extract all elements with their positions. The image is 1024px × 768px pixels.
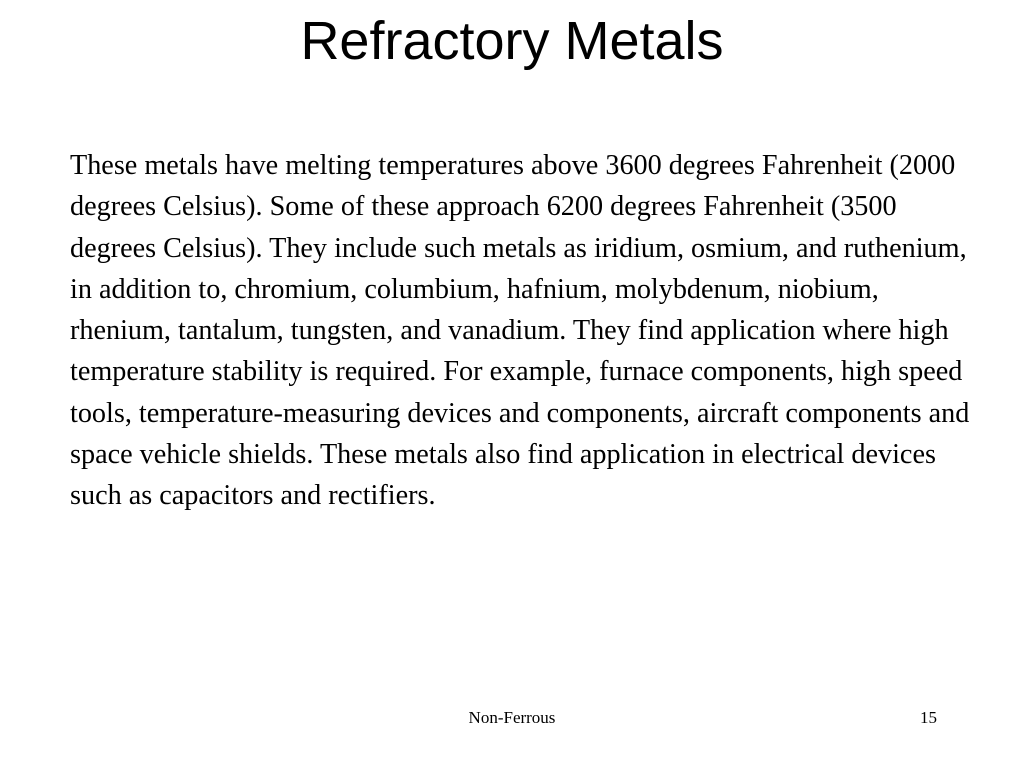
slide-title: Refractory Metals (300, 11, 724, 71)
footer-page-number: 15 (920, 708, 937, 727)
footer-section-label: Non-Ferrous (468, 708, 556, 727)
slide-body-text: These metals have melting temperatures above 3600 degrees Fahrenheit (2000 degrees Celsius). Some of these approach 6200 degrees Fahrenheit (3500 degrees Celsius). They include such metals as iridium, osmium, and ruthenium, in addition to, chromium, columbium, hafnium, molybdenum, niobium, rhenium, tantalum, tungsten, and vanadium. They find application where high temperature stability is required. For example, furnace components, high speed tools, temperature-measuring devices and components, aircraft components and space vehicle shields. These metals also find application in electrical devices such as capacitors and rectifiers. (70, 150, 970, 512)
